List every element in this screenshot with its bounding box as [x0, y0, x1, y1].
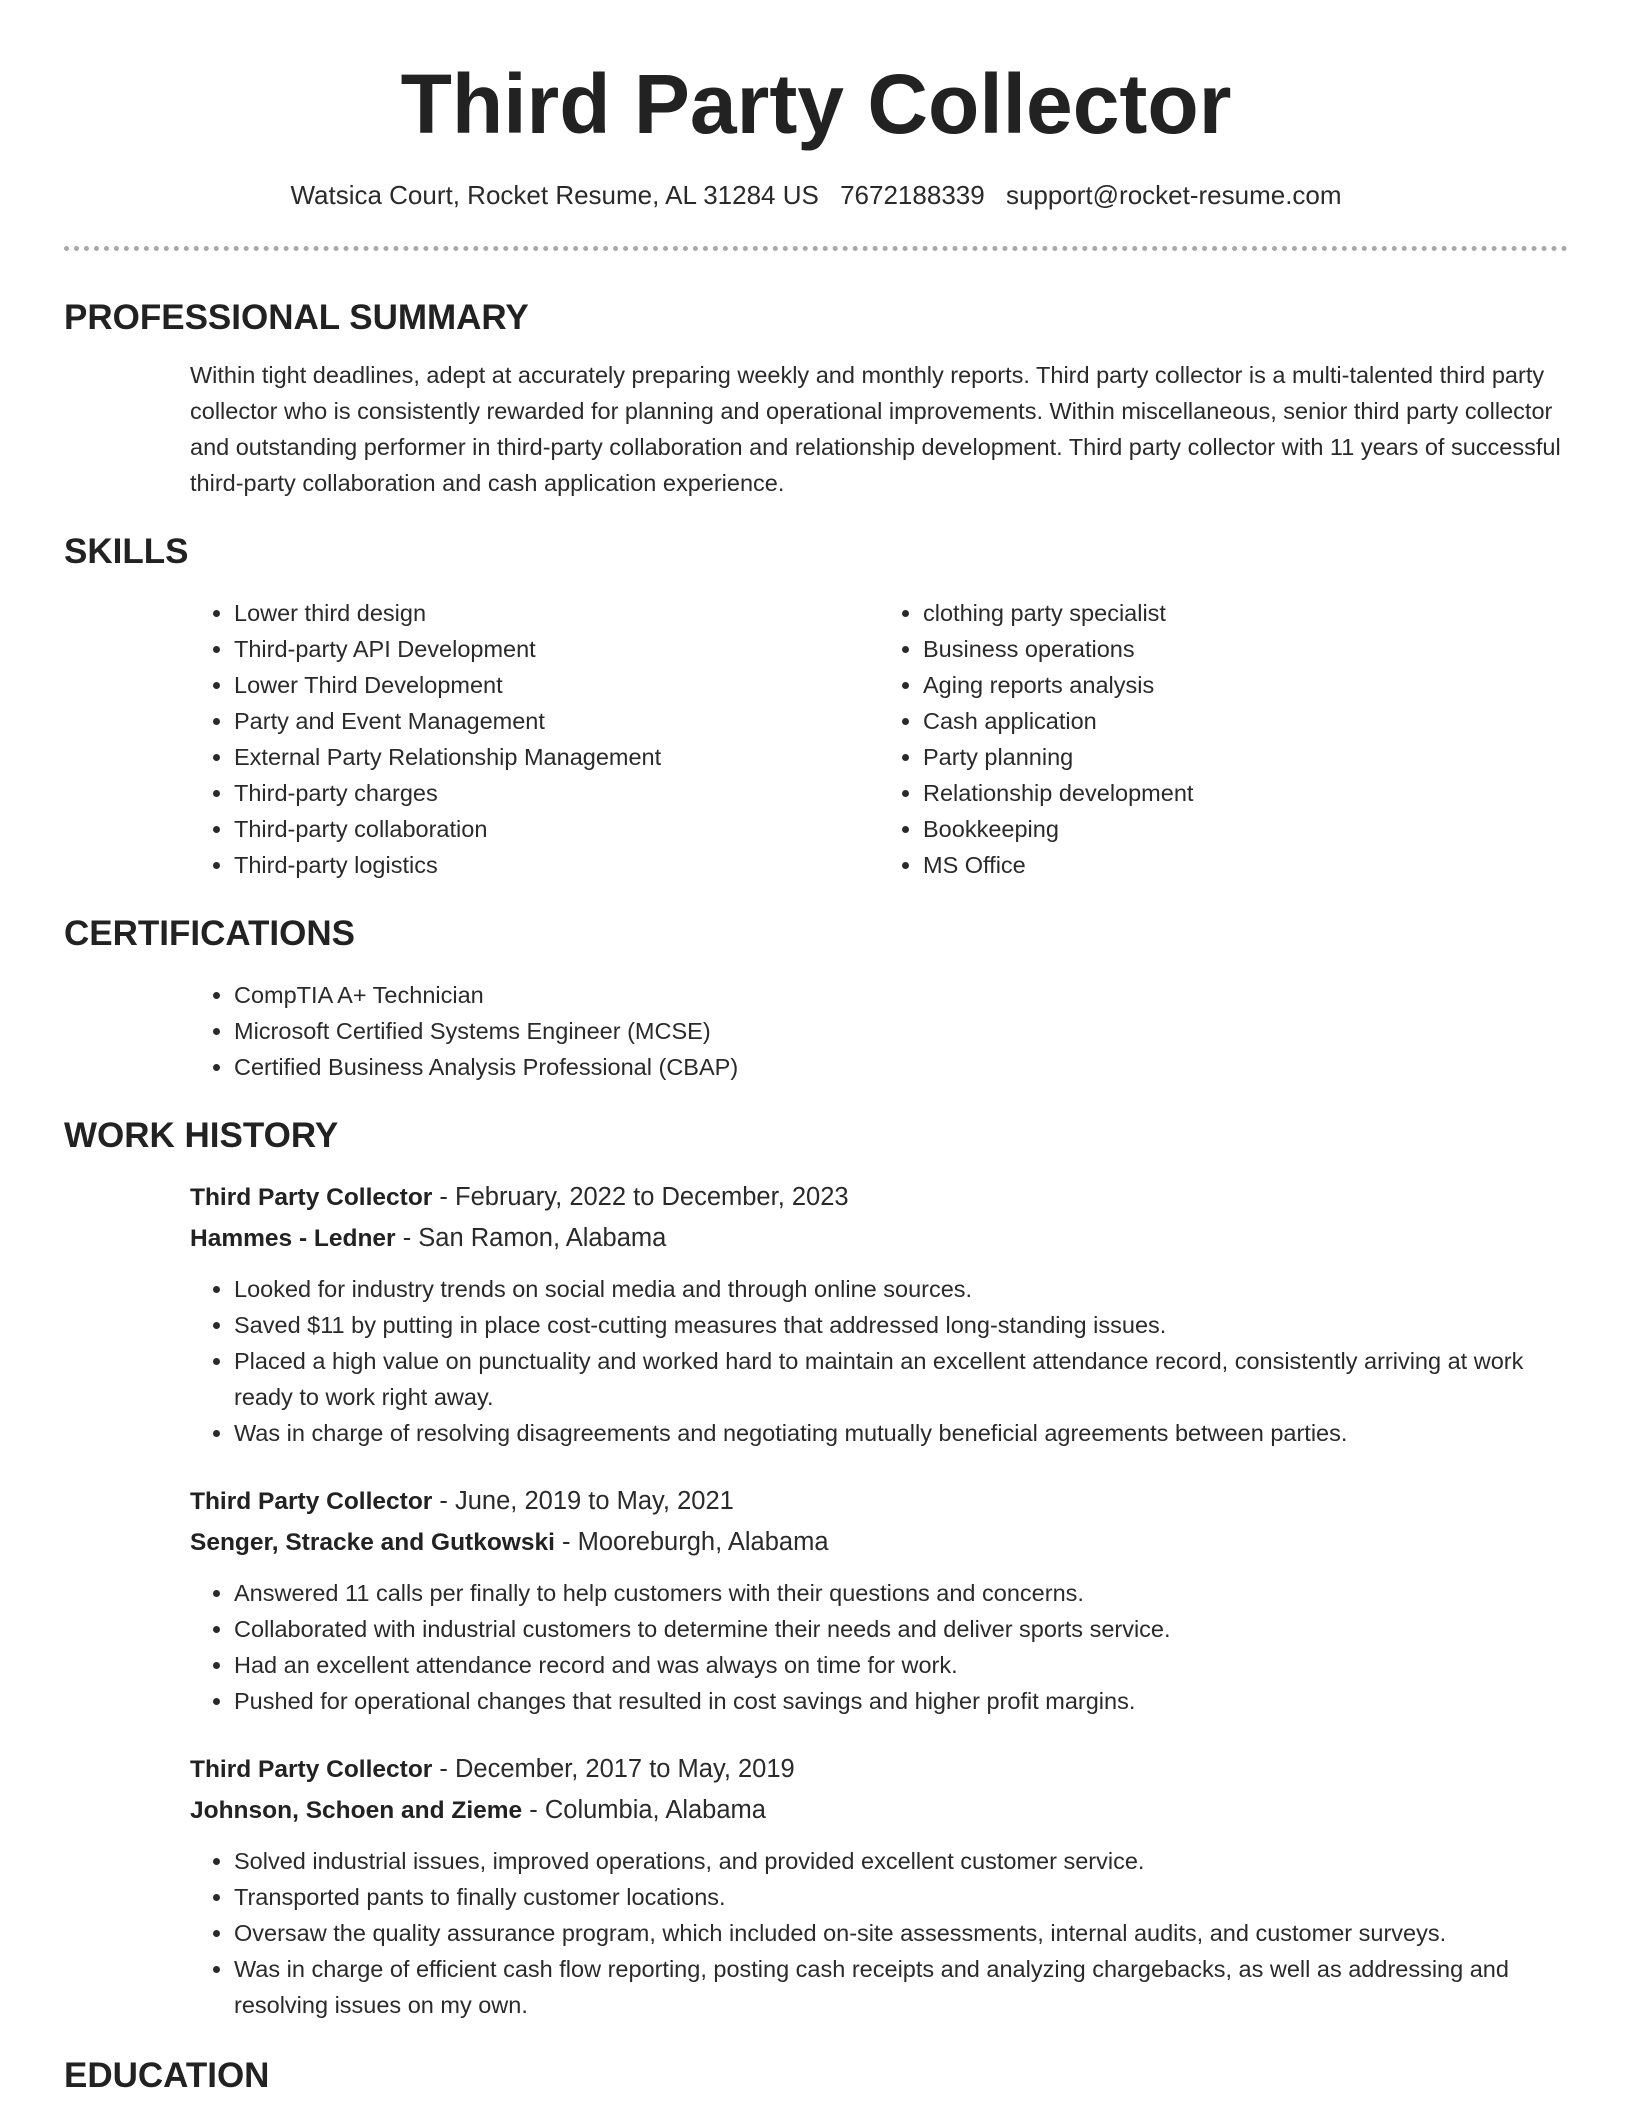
job-company: Johnson, Schoen and Zieme: [190, 1797, 523, 1824]
contact-address: Watsica Court, Rocket Resume, AL 31284 US: [290, 180, 819, 210]
job-role: Third Party Collector: [190, 1756, 433, 1783]
skill-item: • Third-party charges: [234, 775, 879, 811]
job-dates: February, 2022 to December, 2023: [455, 1183, 849, 1211]
skill-item: • Cash application: [923, 703, 1568, 739]
skills-grid: [190, 595, 1568, 883]
job-bullet: • Oversaw the quality assurance program, which included on-site assessments, internal audits, and customer surveys.: [234, 1915, 1568, 1951]
separator: -: [432, 1487, 455, 1515]
separator: -: [554, 1528, 578, 1556]
skill-item: • External Party Relationship Management: [234, 739, 879, 775]
skills-heading: SKILLS: [64, 532, 189, 571]
job-dates: December, 2017 to May, 2019: [455, 1755, 795, 1783]
resume-name: Third Party Collector: [400, 57, 1232, 151]
job-entry: [190, 1749, 1568, 2023]
job-bullet: • Saved $11 by putting in place cost-cutting measures that addressed long-standing issues.: [234, 1307, 1568, 1343]
skills-list-right: [879, 595, 1568, 883]
work-history-section: [64, 1115, 1568, 2023]
job-entry: [190, 1177, 1568, 1451]
job-location: San Ramon, Alabama: [418, 1224, 667, 1252]
job-bullet: • Solved industrial issues, improved operations, and provided excellent customer service.: [234, 1843, 1568, 1879]
summary-text: Within tight deadlines, adept at accurately preparing weekly and monthly reports. Third party collector is a multi-talented third party collector who is consistently rewarded for planning and operational improvements. Within miscellaneous, senior third party collector and outstanding performer in third-party collaboration and relationship development. Third party collector with 11 years of successful third-party collaboration and cash application experience.: [190, 362, 1561, 496]
skill-item: • clothing party specialist: [923, 595, 1568, 631]
job-entry: [190, 1481, 1568, 1719]
certifications-list: [190, 977, 1568, 1085]
job-role: Third Party Collector: [190, 1184, 433, 1211]
skill-item: • Third-party API Development: [234, 631, 879, 667]
job-bullet: • Placed a high value on punctuality and worked hard to maintain an excellent attendance record, consistently arriving at work ready to work right away.: [234, 1343, 1568, 1415]
job-dates: June, 2019 to May, 2021: [455, 1487, 734, 1515]
job-company-line: [190, 1522, 1568, 1563]
skill-item: • Aging reports analysis: [923, 667, 1568, 703]
header-divider: [64, 246, 1568, 251]
contact-phone: 7672188339: [840, 180, 985, 210]
summary-section: [64, 297, 1568, 501]
job-bullets: [190, 1843, 1568, 2023]
job-location: Columbia, Alabama: [544, 1796, 766, 1824]
job-role: Third Party Collector: [190, 1488, 433, 1515]
job-company-line: [190, 1218, 1568, 1259]
job-bullet: • Was in charge of resolving disagreements and negotiating mutually beneficial agreements between parties.: [234, 1415, 1568, 1451]
skill-item: • Business operations: [923, 631, 1568, 667]
job-location: Mooreburgh, Alabama: [577, 1528, 829, 1556]
skills-list-left: [190, 595, 879, 883]
education-section: [64, 2055, 1568, 2097]
job-bullets: [190, 1271, 1568, 1451]
certification-item: • Microsoft Certified Systems Engineer (MCSE): [234, 1013, 1568, 1049]
summary-heading: PROFESSIONAL SUMMARY: [64, 298, 529, 337]
skill-item: • Party and Event Management: [234, 703, 879, 739]
job-company: Hammes - Ledner: [190, 1225, 396, 1252]
job-title-line: [190, 1177, 1568, 1218]
job-title-line: [190, 1481, 1568, 1522]
education-heading: EDUCATION: [64, 2056, 270, 2095]
job-company: Senger, Stracke and Gutkowski: [190, 1529, 555, 1556]
skill-item: • Party planning: [923, 739, 1568, 775]
skill-item: • Third-party collaboration: [234, 811, 879, 847]
separator: -: [522, 1796, 545, 1824]
job-company-line: [190, 1790, 1568, 1831]
contact-email: support@rocket-resume.com: [1005, 180, 1342, 210]
skill-item: • Lower third design: [234, 595, 879, 631]
certifications-heading: CERTIFICATIONS: [64, 914, 356, 953]
job-bullet: • Collaborated with industrial customers to determine their needs and deliver sports service.: [234, 1611, 1568, 1647]
separator: -: [395, 1224, 419, 1252]
job-bullet: • Looked for industry trends on social media and through online sources.: [234, 1271, 1568, 1307]
skill-item: • Third-party logistics: [234, 847, 879, 883]
certifications-section: [64, 913, 1568, 1085]
job-bullet: • Answered 11 calls per finally to help customers with their questions and concerns.: [234, 1575, 1568, 1611]
job-bullet: • Was in charge of efficient cash flow reporting, posting cash receipts and analyzing chargebacks, as well as addressing and resolving issues on my own.: [234, 1951, 1568, 2023]
job-title-line: [190, 1749, 1568, 1790]
contact-line: [64, 178, 1568, 212]
job-bullet: • Pushed for operational changes that resulted in cost savings and higher profit margins.: [234, 1683, 1568, 1719]
job-bullet: • Had an excellent attendance record and was always on time for work.: [234, 1647, 1568, 1683]
work-history-heading: WORK HISTORY: [64, 1116, 339, 1155]
skill-item: • Lower Third Development: [234, 667, 879, 703]
job-bullet: • Transported pants to finally customer locations.: [234, 1879, 1568, 1915]
skill-item: • Bookkeeping: [923, 811, 1568, 847]
separator: -: [432, 1755, 455, 1783]
certification-item: • CompTIA A+ Technician: [234, 977, 1568, 1013]
skills-section: [64, 531, 1568, 883]
skill-item: • Relationship development: [923, 775, 1568, 811]
job-bullets: [190, 1575, 1568, 1719]
certification-item: • Certified Business Analysis Professional (CBAP): [234, 1049, 1568, 1085]
separator: -: [432, 1183, 455, 1211]
skill-item: • MS Office: [923, 847, 1568, 883]
